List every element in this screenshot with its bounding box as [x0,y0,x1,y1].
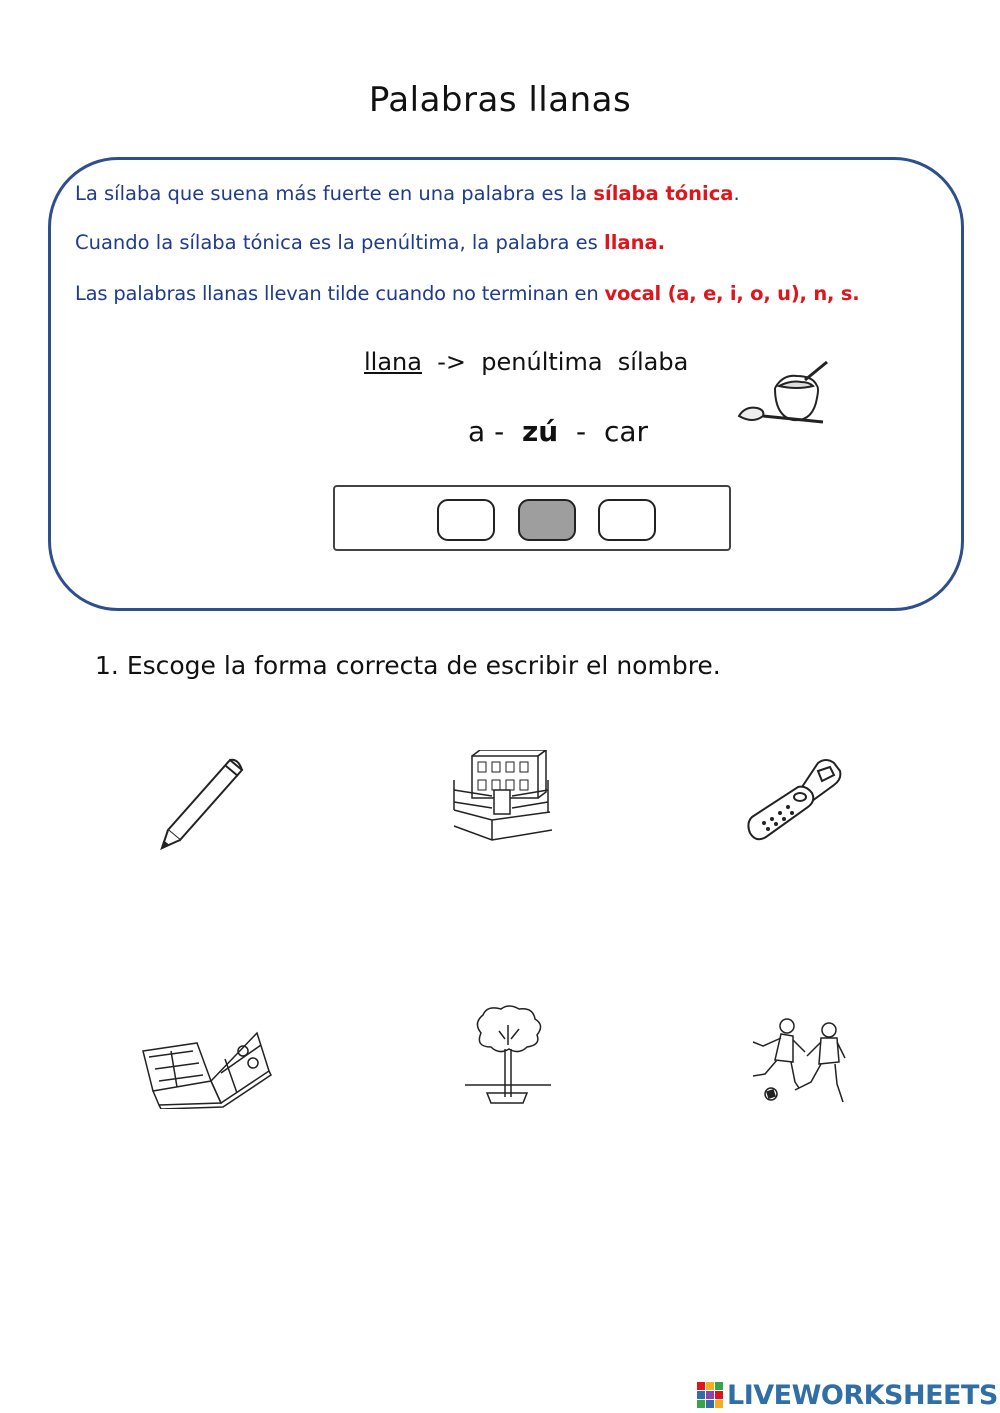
syllable-row [468,415,648,448]
rule-line-1 [75,182,740,205]
syllable-1: a [468,415,486,448]
syllable-box-1 [437,499,495,541]
exercise-instruction [95,651,721,680]
rule-line-3 [75,282,859,305]
syllable-box-3 [598,499,656,541]
example-definition [364,348,688,376]
comic-book-icon [141,1029,273,1109]
sugar-bowl-icon [735,358,831,432]
pencil-icon [158,756,248,852]
syllable-3: car [603,415,649,448]
syllable-2-stressed: zú [522,415,559,448]
rule-line-1-text: La sílaba que suena más fuerte en una palabra es la [75,182,594,205]
football-players-icon [747,1016,847,1106]
rule-line-3-text: Las palabras llanas llevan tilde cuando no terminan en [75,282,605,305]
liveworksheets-logo [697,1378,998,1412]
example-word: llana [364,348,422,376]
rule-line-2-text: Cuando la sílaba tónica es la penúltima, la palabra es [75,231,605,254]
syllable-separator: - [576,415,587,448]
exercise-text: Escoge la forma correcta de escribir el nombre. [126,651,721,680]
syllable-box-2-stressed [518,499,576,541]
liveworksheets-logo-text: LIVEWORKSHEETS [727,1379,998,1411]
exercise-number: 1. [95,651,119,680]
school-building-icon [452,750,554,842]
syllable-separator: - [494,415,505,448]
rule-line-2 [75,231,665,254]
liveworksheets-logo-icon [697,1382,723,1408]
example-arrow: -> [437,348,467,376]
mobile-phone-icon [746,757,842,843]
rule-line-1-highlight: sílaba tónica [593,182,734,205]
rule-line-3-highlight: vocal (a, e, i, o, u), n, s. [604,282,860,305]
tree-icon [465,1005,551,1107]
page-title: Palabras llanas [368,80,632,120]
rule-line-2-highlight: llana. [604,231,666,254]
example-rest: penúltima sílaba [481,348,689,376]
rule-line-1-end: . [733,182,740,205]
